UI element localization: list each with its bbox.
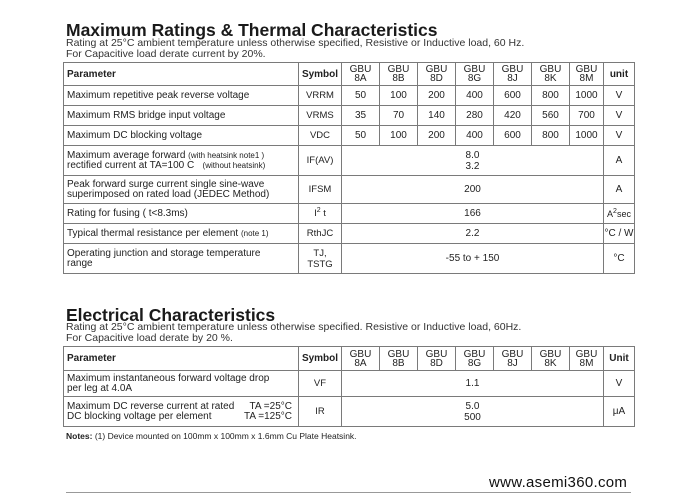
symbol-cell: VRRM <box>299 86 342 106</box>
table-header-row <box>64 347 635 371</box>
merged-value-cell: 8.0 3.2 <box>342 146 604 176</box>
value-cell: 100 <box>380 126 418 146</box>
table-row <box>64 86 635 106</box>
value-cell: 35 <box>342 106 380 126</box>
unit-cell: $A^2\sec$ <box>604 204 635 224</box>
symbol-cell: RthJC <box>299 224 342 244</box>
unit-cell: °C <box>604 244 635 274</box>
section1-condition-line2: For Capacitive load derate current by 20%. <box>66 48 266 60</box>
electrical-table <box>63 346 635 427</box>
symbol-cell: IF(AV) <box>299 146 342 176</box>
symbol-header: Symbol <box>299 63 342 86</box>
symbol-cell: VRMS <box>299 106 342 126</box>
device-header-8a: GBU 8A <box>342 347 380 371</box>
max-ratings-table <box>63 62 635 274</box>
unit-cell: A <box>604 146 635 176</box>
parameter-header: Parameter <box>64 63 299 86</box>
table-row <box>64 204 635 224</box>
merged-value-cell: 200 <box>342 176 604 204</box>
unit-header: Unit <box>604 347 635 371</box>
unit-cell: °C / W <box>604 224 635 244</box>
param-cell: Operating junction and storage temperature range <box>64 244 299 274</box>
merged-value-cell: 2.2 <box>342 224 604 244</box>
website-url[interactable]: www.asemi360.com <box>489 474 628 491</box>
table-row <box>64 146 635 176</box>
table-row <box>64 126 635 146</box>
notes-label: Notes: <box>66 431 93 441</box>
value-cell: 200 <box>418 86 456 106</box>
table-row <box>64 224 635 244</box>
value-cell: 600 <box>494 126 532 146</box>
value-cell: 800 <box>532 126 570 146</box>
table-row <box>64 176 635 204</box>
device-header-8d: GBU 8D <box>418 347 456 371</box>
merged-value-cell: 166 <box>342 204 604 224</box>
table-row <box>64 371 635 397</box>
unit-cell: V <box>604 86 635 106</box>
symbol-cell: IFSM <box>299 176 342 204</box>
value-cell: 100 <box>380 86 418 106</box>
value-cell: 700 <box>570 106 604 126</box>
device-header-8d: GBU 8D <box>418 63 456 86</box>
merged-value-cell: 1.1 <box>342 371 604 397</box>
symbol-cell: VF <box>299 371 342 397</box>
value-cell: 280 <box>456 106 494 126</box>
param-cell: Peak forward surge current single sine-wave superimposed on rated load (JEDEC Method) <box>64 176 299 204</box>
table-row <box>64 397 635 427</box>
table-row <box>64 106 635 126</box>
merged-value-cell: -55 to + 150 <box>342 244 604 274</box>
device-header-8k: GBU 8K <box>532 347 570 371</box>
section2-condition-line1: Rating at 25°C ambient temperature unless otherwise specified. Resistive or Inductive load, 60Hz. <box>66 321 522 333</box>
unit-cell: V <box>604 371 635 397</box>
symbol-cell: TJ, TSTG <box>299 244 342 274</box>
param-cell: Maximum RMS bridge input voltage <box>64 106 299 126</box>
symbol-header: Symbol <box>299 347 342 371</box>
value-cell: 600 <box>494 86 532 106</box>
value-cell: 140 <box>418 106 456 126</box>
notes <box>66 431 357 441</box>
device-header-8k: GBU 8K <box>532 63 570 86</box>
section2-title: Electrical Characteristics <box>66 305 276 325</box>
value-cell: 400 <box>456 86 494 106</box>
symbol-cell: $I^2$ t <box>299 204 342 224</box>
value-cell: 200 <box>418 126 456 146</box>
symbol-cell: VDC <box>299 126 342 146</box>
device-header-8a: GBU 8A <box>342 63 380 86</box>
device-header-8b: GBU 8B <box>380 63 418 86</box>
section1-condition-line1: Rating at 25°C ambient temperature unless otherwise specified, Resistive or Inductive load, 60 Hz. <box>66 37 525 49</box>
section2-condition-line2: For Capacitive load derate by 20 %. <box>66 332 233 344</box>
unit-cell: V <box>604 126 635 146</box>
device-header-8m: GBU 8M <box>570 63 604 86</box>
value-cell: 70 <box>380 106 418 126</box>
device-header-8g: GBU 8G <box>456 63 494 86</box>
notes-text: (1) Device mounted on 100mm x 100mm x 1.6mm Cu Plate Heatsink. <box>92 431 357 441</box>
param-cell: Maximum repetitive peak reverse voltage <box>64 86 299 106</box>
unit-header: unit <box>604 63 635 86</box>
unit-cell: μA <box>604 397 635 427</box>
value-cell: 1000 <box>570 86 604 106</box>
unit-cell: A <box>604 176 635 204</box>
device-header-8j: GBU 8J <box>494 63 532 86</box>
device-header-8g: GBU 8G <box>456 347 494 371</box>
footer-divider <box>66 492 631 493</box>
value-cell: 800 <box>532 86 570 106</box>
value-cell: 50 <box>342 86 380 106</box>
value-cell: 560 <box>532 106 570 126</box>
param-cell: Maximum instantaneous forward voltage drop per leg at 4.0A <box>64 371 299 397</box>
merged-value-cell: 5.0 500 <box>342 397 604 427</box>
unit-cell: V <box>604 106 635 126</box>
value-cell: 420 <box>494 106 532 126</box>
device-header-8j: GBU 8J <box>494 347 532 371</box>
device-header-8m: GBU 8M <box>570 347 604 371</box>
section1-title: Maximum Ratings & Thermal Characteristics <box>66 20 438 40</box>
value-cell: 400 <box>456 126 494 146</box>
parameter-header: Parameter <box>64 347 299 371</box>
param-cell: Maximum DC reverse current at rated TA =25°C DC blocking voltage per element TA =125°C <box>64 397 299 427</box>
param-cell: Rating for fusing ( t<8.3ms) <box>64 204 299 224</box>
table-row <box>64 244 635 274</box>
param-cell: Maximum DC blocking voltage <box>64 126 299 146</box>
param-cell: Typical thermal resistance per element (note 1) <box>64 224 299 244</box>
device-header-8b: GBU 8B <box>380 347 418 371</box>
value-cell: 1000 <box>570 126 604 146</box>
value-cell: 50 <box>342 126 380 146</box>
table-header-row <box>64 63 635 86</box>
param-cell: Maximum average forward (with heatsink note1 ) rectified current at TA=100 C (without heatsink) <box>64 146 299 176</box>
symbol-cell: IR <box>299 397 342 427</box>
